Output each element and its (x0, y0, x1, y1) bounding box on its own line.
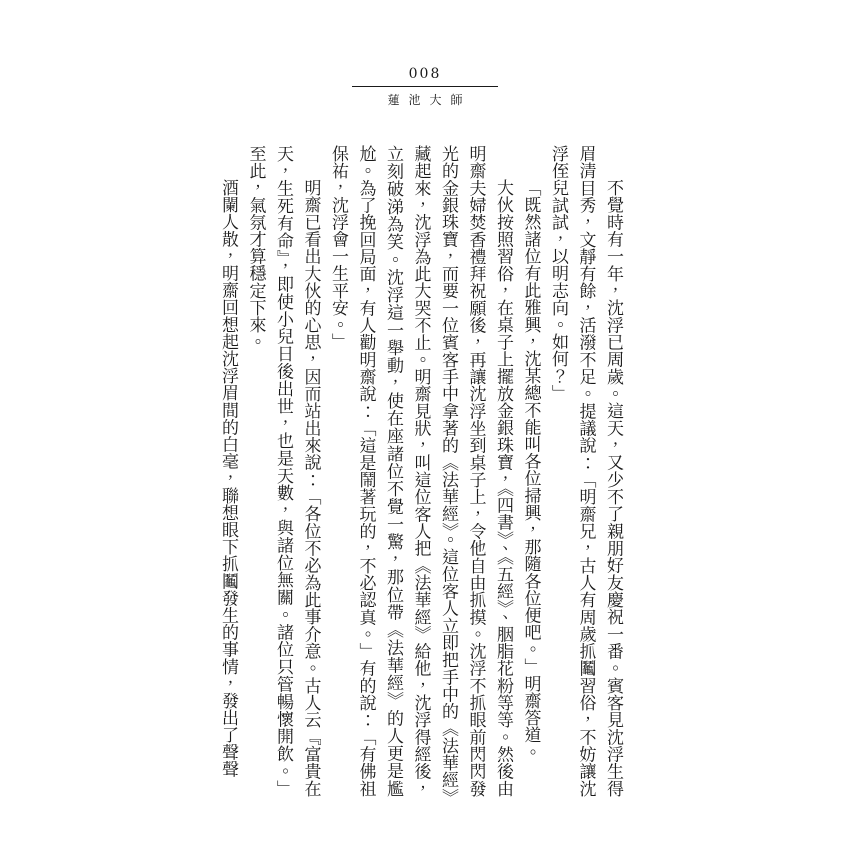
body-text (213, 145, 627, 797)
header-rule-divider (352, 86, 498, 87)
paragraph-2: 「既然諸位有此雅興，沈某總不能叫各位掃興，那隨各位便吧。」明齋答道。 (521, 179, 541, 761)
paragraph-3: 大伙按照習俗，在桌子上擺放金銀珠寶，《四書》、《五經》、胭脂花粉等等。然後由明齋夫婦焚香禮拜祝願後，再讓沈浮坐到桌子上，令他自由抓摸。沈浮不抓眼前閃閃發光的金銀珠寶，而要一位賓客手中拿著的《法華經》。這位客人立即把手中的《法華經》藏起來，沈浮為此大哭不止。明齋見狀，叫這位客人把《法華經》給他，沈浮得經後，立刻破涕為笑。沈浮這一舉動，使在座諸位不覺一驚，那位帶《法華經》的人更是尷尬。為了挽回局面，有人勸明齋說：「這是鬧著玩的，不必認真。」有的說：「有佛祖保祐，沈浮會一生平安。」 (329, 145, 513, 797)
page-number: 008 (408, 66, 442, 82)
paragraph-5: 酒闌人散，明齋回想起沈浮眉間的白毫，聯想眼下抓鬮發生的事情，發出了聲聲 (219, 179, 238, 778)
paragraph-4: 明齋已看出大伙的心思，因而站出來說：「各位不必為此事介意。古人云『富貴在天，生死有命』，即使小兒日後出世，也是天數，與諸位無關。諸位只管暢懷開飲。」至此，氣氛才算穩定下來。 (246, 145, 321, 797)
running-head (352, 64, 498, 108)
paragraph-1: 不覺時有一年，沈浮已周歲。這天，又少不了親朋好友慶祝一番。賓客見沈浮生得眉清目秀，文靜有餘，活潑不足。提議說：「明齋兄，古人有周歲抓鬮習俗，不妨讓沈浮侄兒試試，以明志向。如何？」 (549, 145, 623, 797)
book-title: 蓮池大師 (387, 93, 472, 107)
